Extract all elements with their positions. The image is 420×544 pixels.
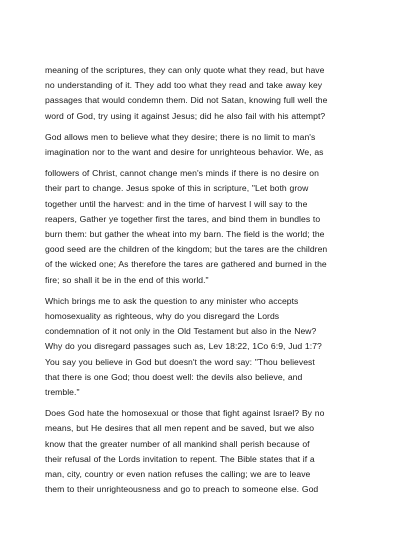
text-line: homosexuality as righteous, why do you disregard the Lords: [45, 311, 280, 322]
text-line: tremble.": [45, 387, 80, 398]
text-line: together until the harvest: and in the time of harvest I will say to the: [45, 198, 308, 209]
text-line: good seed are the children of the kingdom; but the tares are the children: [45, 244, 328, 255]
text-line: followers of Christ, cannot change men's minds if there is no desire on: [45, 168, 319, 179]
text-line: man, city, country or even nation refuses the calling; we are to leave: [45, 469, 311, 480]
text-line: reapers, Gather ye together first the tares, and bind them in bundles to: [45, 213, 321, 224]
paragraph-3: [45, 166, 376, 288]
text-line: of the wicked one; As therefore the tares are gathered and burned in the: [45, 259, 327, 270]
text-line: You say you believe in God but doesn't the word say: "Thou believest: [45, 356, 315, 367]
text-line: means, but He desires that all men repent and be saved, but we also: [45, 423, 315, 434]
paragraph-5: [45, 406, 376, 497]
paragraph-4: [45, 294, 376, 400]
text-line: fire; so shall it be in the end of this world.": [45, 274, 209, 285]
text-line: Which brings me to ask the question to any minister who accepts: [45, 295, 299, 306]
paragraph-2: [45, 130, 376, 160]
text-line: meaning of the scriptures, they can only quote what they read, but have: [45, 65, 325, 75]
text-line: God allows men to believe what they desire; there is no limit to man's: [45, 131, 316, 142]
text-line: imagination nor to the want and desire for unrighteous behavior. We, as: [45, 147, 324, 158]
text-line: them to their unrighteousness and go to preach to someone else. God: [45, 484, 319, 495]
text-line: their part to change. Jesus spoke of this in scripture, "Let both grow: [45, 183, 309, 194]
text-line: Does God hate the homosexual or those that fight against Israel? By no: [45, 408, 325, 419]
text-line: passages that would condemn them. Did not Satan, knowing full well the: [45, 95, 328, 106]
paragraph-1: [45, 63, 376, 124]
text-line: know that the greater number of all mankind shall perish because of: [45, 438, 310, 449]
text-line: that there is one God; thou doest well: the devils also believe, and: [45, 371, 303, 382]
text-line: condemnation of it not only in the Old Testament but also in the New?: [45, 326, 317, 337]
text-line: word of God, try using it against Jesus; did he also fail with his attempt?: [45, 110, 326, 121]
text-line: their refusal of the Lords invitation to repent. The Bible states that if a: [45, 453, 315, 464]
text-line: no understanding of it. They add too what they read and take away key: [45, 80, 323, 91]
text-line: Why do you disregard passages such as, Lev 18:22, 1Co 6:9, Jud 1:7?: [45, 341, 322, 352]
text-line: burn them: but gather the wheat into my barn. The field is the world; the: [45, 229, 325, 240]
